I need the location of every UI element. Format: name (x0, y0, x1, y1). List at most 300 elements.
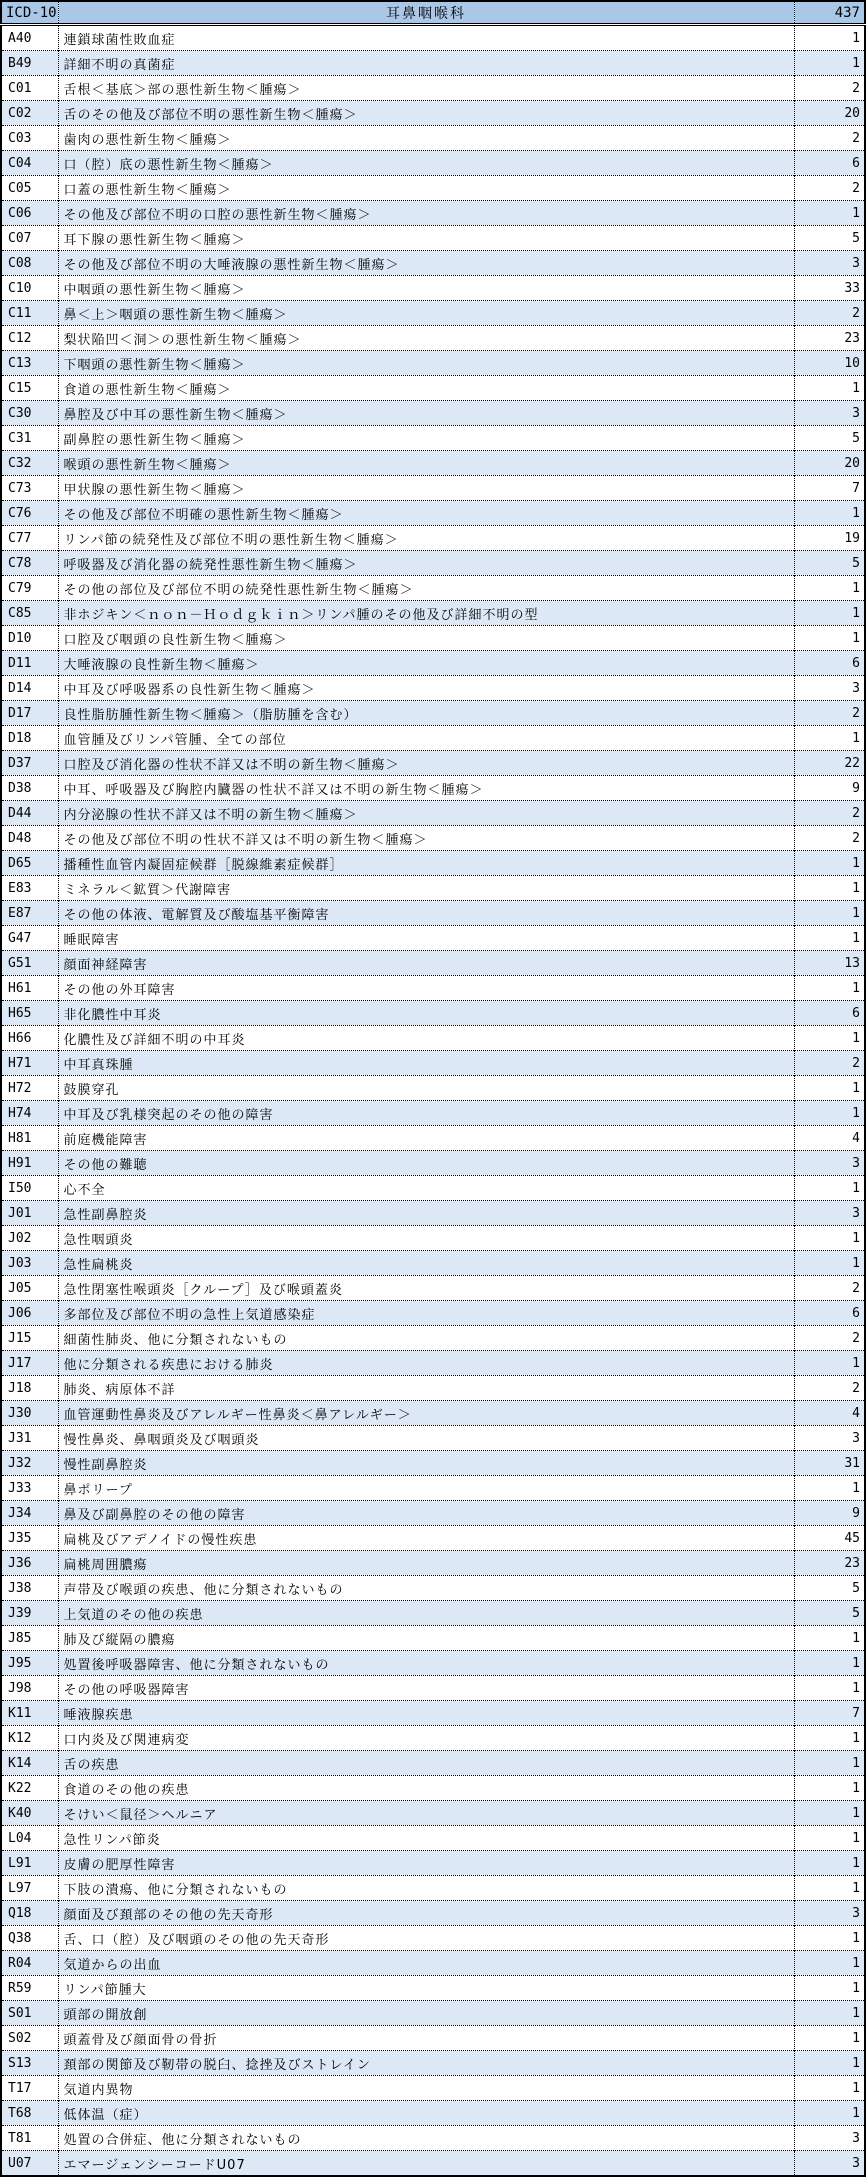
code-cell[interactable]: D14 (1, 676, 58, 701)
count-cell[interactable]: 1 (794, 576, 865, 601)
name-cell[interactable]: 口腔及び咽頭の良性新生物＜腫瘍＞ (58, 626, 794, 651)
code-cell[interactable]: K14 (1, 1751, 58, 1776)
code-cell[interactable]: T17 (1, 2076, 58, 2101)
code-cell[interactable]: J02 (1, 1226, 58, 1251)
code-cell[interactable]: A40 (1, 25, 58, 51)
code-cell[interactable]: Q18 (1, 1901, 58, 1926)
count-cell[interactable]: 6 (794, 151, 865, 176)
code-cell[interactable]: C73 (1, 476, 58, 501)
table-row (1, 1576, 865, 1601)
name-cell[interactable]: 鼻ポリープ (58, 1476, 794, 1501)
count-cell[interactable]: 1 (794, 1926, 865, 1951)
table-row (1, 1926, 865, 1951)
code-cell[interactable]: C04 (1, 151, 58, 176)
name-cell[interactable]: 処置の合併症、他に分類されないもの (58, 2126, 794, 2151)
count-cell[interactable]: 20 (794, 451, 865, 476)
name-cell[interactable]: 鼓膜穿孔 (58, 1076, 794, 1101)
code-cell[interactable]: C03 (1, 126, 58, 151)
table-row (1, 1251, 865, 1276)
name-cell[interactable]: 急性リンパ節炎 (58, 1826, 794, 1851)
name-cell[interactable]: 内分泌腺の性状不詳又は不明の新生物＜腫瘍＞ (58, 801, 794, 826)
name-cell[interactable]: そけい＜鼠径＞ヘルニア (58, 1801, 794, 1826)
count-cell[interactable]: 2 (794, 126, 865, 151)
table-row (1, 776, 865, 801)
name-cell[interactable]: 血管運動性鼻炎及びアレルギー性鼻炎＜鼻アレルギー＞ (58, 1401, 794, 1426)
code-cell[interactable]: J30 (1, 1401, 58, 1426)
count-cell[interactable]: 1 (794, 1476, 865, 1501)
name-cell[interactable]: 上気道のその他の疾患 (58, 1601, 794, 1626)
code-cell[interactable]: C05 (1, 176, 58, 201)
code-cell[interactable]: D17 (1, 701, 58, 726)
name-cell[interactable]: 唾液腺疾患 (58, 1701, 794, 1726)
name-cell[interactable]: 鼻＜上＞咽頭の悪性新生物＜腫瘍＞ (58, 301, 794, 326)
name-cell[interactable]: 食道の悪性新生物＜腫瘍＞ (58, 376, 794, 401)
count-cell[interactable]: 45 (794, 1526, 865, 1551)
code-cell[interactable]: C31 (1, 426, 58, 451)
count-cell[interactable]: 3 (794, 1151, 865, 1176)
code-cell[interactable]: U07 (1, 2151, 58, 2177)
count-cell[interactable]: 23 (794, 326, 865, 351)
count-cell[interactable]: 5 (794, 426, 865, 451)
name-cell[interactable]: 非ホジキン＜ｎｏｎ－Ｈｏｄｇｋｉｎ＞リンパ腫のその他及び詳細不明の型 (58, 601, 794, 626)
table-row (1, 401, 865, 426)
header-code-cell[interactable]: ICD-10 (1, 1, 58, 25)
count-cell[interactable]: 2 (794, 826, 865, 851)
code-cell[interactable]: J17 (1, 1351, 58, 1376)
table-row (1, 1451, 865, 1476)
table-row (1, 526, 865, 551)
name-cell[interactable]: ミネラル＜鉱質＞代謝障害 (58, 876, 794, 901)
code-cell[interactable]: C06 (1, 201, 58, 226)
name-cell[interactable]: 中耳及び乳様突起のその他の障害 (58, 1101, 794, 1126)
name-cell[interactable]: 頭部の開放創 (58, 2001, 794, 2026)
count-cell[interactable]: 1 (794, 1751, 865, 1776)
name-cell[interactable]: 急性咽頭炎 (58, 1226, 794, 1251)
code-cell[interactable]: J15 (1, 1326, 58, 1351)
count-cell[interactable]: 2 (794, 1276, 865, 1301)
count-cell[interactable]: 6 (794, 1301, 865, 1326)
name-cell[interactable]: 中耳、呼吸器及び胸腔内臓器の性状不詳又は不明の新生物＜腫瘍＞ (58, 776, 794, 801)
count-cell[interactable]: 1 (794, 501, 865, 526)
code-cell[interactable]: J05 (1, 1276, 58, 1301)
count-cell[interactable]: 2 (794, 801, 865, 826)
name-cell[interactable]: その他の体液、電解質及び酸塩基平衡障害 (58, 901, 794, 926)
count-cell[interactable]: 1 (794, 376, 865, 401)
code-cell[interactable]: C13 (1, 351, 58, 376)
code-cell[interactable]: C01 (1, 76, 58, 101)
table-row (1, 926, 865, 951)
count-cell[interactable]: 5 (794, 551, 865, 576)
count-cell[interactable]: 2 (794, 1376, 865, 1401)
count-cell[interactable]: 1 (794, 851, 865, 876)
code-cell[interactable]: C30 (1, 401, 58, 426)
code-cell[interactable]: K12 (1, 1726, 58, 1751)
count-cell[interactable]: 3 (794, 2151, 865, 2177)
name-cell[interactable]: 気道内異物 (58, 2076, 794, 2101)
name-cell[interactable]: 心不全 (58, 1176, 794, 1201)
count-cell[interactable]: 4 (794, 1126, 865, 1151)
name-cell[interactable]: 舌のその他及び部位不明の悪性新生物＜腫瘍＞ (58, 101, 794, 126)
name-cell[interactable]: 中耳及び呼吸器系の良性新生物＜腫瘍＞ (58, 676, 794, 701)
name-cell[interactable]: 喉頭の悪性新生物＜腫瘍＞ (58, 451, 794, 476)
count-cell[interactable]: 1 (794, 726, 865, 751)
table-row (1, 1351, 865, 1376)
code-cell[interactable]: H65 (1, 1001, 58, 1026)
name-cell[interactable]: 声帯及び喉頭の疾患、他に分類されないもの (58, 1576, 794, 1601)
code-cell[interactable]: C32 (1, 451, 58, 476)
count-cell[interactable]: 9 (794, 1501, 865, 1526)
code-cell[interactable]: H61 (1, 976, 58, 1001)
count-cell[interactable]: 3 (794, 1426, 865, 1451)
count-cell[interactable]: 1 (794, 1351, 865, 1376)
code-cell[interactable]: J85 (1, 1626, 58, 1651)
name-cell[interactable]: 扁桃周囲膿瘍 (58, 1551, 794, 1576)
code-cell[interactable]: L97 (1, 1876, 58, 1901)
code-cell[interactable]: J98 (1, 1676, 58, 1701)
count-cell[interactable]: 1 (794, 601, 865, 626)
count-cell[interactable]: 10 (794, 351, 865, 376)
count-cell[interactable]: 31 (794, 1451, 865, 1476)
code-cell[interactable]: J38 (1, 1576, 58, 1601)
name-cell[interactable]: 舌、口（腔）及び咽頭のその他の先天奇形 (58, 1926, 794, 1951)
code-cell[interactable]: K40 (1, 1801, 58, 1826)
name-cell[interactable]: 頭蓋骨及び顔面骨の骨折 (58, 2026, 794, 2051)
count-cell[interactable]: 1 (794, 1876, 865, 1901)
name-cell[interactable]: 甲状腺の悪性新生物＜腫瘍＞ (58, 476, 794, 501)
count-cell[interactable]: 1 (794, 1676, 865, 1701)
code-cell[interactable]: H81 (1, 1126, 58, 1151)
code-cell[interactable]: C02 (1, 101, 58, 126)
count-cell[interactable]: 2 (794, 176, 865, 201)
count-cell[interactable]: 2 (794, 701, 865, 726)
code-cell[interactable]: C15 (1, 376, 58, 401)
name-cell[interactable]: その他及び部位不明確の悪性新生物＜腫瘍＞ (58, 501, 794, 526)
count-cell[interactable]: 7 (794, 476, 865, 501)
name-cell[interactable]: 処置後呼吸器障害、他に分類されないもの (58, 1651, 794, 1676)
count-cell[interactable]: 5 (794, 1576, 865, 1601)
name-cell[interactable]: 下咽頭の悪性新生物＜腫瘍＞ (58, 351, 794, 376)
name-cell[interactable]: 頚部の関節及び靭帯の脱臼、捻挫及びストレイン (58, 2051, 794, 2076)
name-cell[interactable]: 細菌性肺炎、他に分類されないもの (58, 1326, 794, 1351)
table-row (1, 1851, 865, 1876)
count-cell[interactable]: 3 (794, 251, 865, 276)
name-cell[interactable]: 呼吸器及び消化器の続発性悪性新生物＜腫瘍＞ (58, 551, 794, 576)
table-row (1, 1826, 865, 1851)
name-cell[interactable]: 歯肉の悪性新生物＜腫瘍＞ (58, 126, 794, 151)
code-cell[interactable]: L04 (1, 1826, 58, 1851)
name-cell[interactable]: 口腔及び消化器の性状不詳又は不明の新生物＜腫瘍＞ (58, 751, 794, 776)
table-row (1, 1876, 865, 1901)
code-cell[interactable]: J36 (1, 1551, 58, 1576)
code-cell[interactable]: D10 (1, 626, 58, 651)
name-cell[interactable]: 多部位及び部位不明の急性上気道感染症 (58, 1301, 794, 1326)
code-cell[interactable]: S13 (1, 2051, 58, 2076)
name-cell[interactable]: 連鎖球菌性敗血症 (58, 25, 794, 51)
name-cell[interactable]: 梨状陥凹＜洞＞の悪性新生物＜腫瘍＞ (58, 326, 794, 351)
name-cell[interactable]: 低体温（症） (58, 2101, 794, 2126)
table-row (1, 601, 865, 626)
table-row (1, 1326, 865, 1351)
code-cell[interactable]: H71 (1, 1051, 58, 1076)
code-cell[interactable]: L91 (1, 1851, 58, 1876)
count-cell[interactable]: 5 (794, 1601, 865, 1626)
name-cell[interactable]: 食道のその他の疾患 (58, 1776, 794, 1801)
code-cell[interactable]: G47 (1, 926, 58, 951)
count-cell[interactable]: 1 (794, 626, 865, 651)
name-cell[interactable]: 下肢の潰瘍、他に分類されないもの (58, 1876, 794, 1901)
table-row (1, 1976, 865, 2001)
name-cell[interactable]: 中耳真珠腫 (58, 1051, 794, 1076)
table-row (1, 1651, 865, 1676)
code-cell[interactable]: D65 (1, 851, 58, 876)
count-cell[interactable]: 22 (794, 751, 865, 776)
count-cell[interactable]: 1 (794, 1726, 865, 1751)
table-row (1, 1676, 865, 1701)
code-cell[interactable]: C79 (1, 576, 58, 601)
count-cell[interactable]: 1 (794, 2051, 865, 2076)
table-header-row (1, 1, 865, 25)
count-cell[interactable]: 6 (794, 1001, 865, 1026)
count-cell[interactable]: 1 (794, 1251, 865, 1276)
name-cell[interactable]: 急性閉塞性喉頭炎［クループ］及び喉頭蓋炎 (58, 1276, 794, 1301)
name-cell[interactable]: 血管腫及びリンパ管腫、全ての部位 (58, 726, 794, 751)
count-cell[interactable]: 1 (794, 976, 865, 1001)
count-cell[interactable]: 9 (794, 776, 865, 801)
code-cell[interactable]: J31 (1, 1426, 58, 1451)
name-cell[interactable]: 気道からの出血 (58, 1951, 794, 1976)
code-cell[interactable]: C78 (1, 551, 58, 576)
code-cell[interactable]: T68 (1, 2101, 58, 2126)
code-cell[interactable]: H91 (1, 1151, 58, 1176)
name-cell[interactable]: 舌根＜基底＞部の悪性新生物＜腫瘍＞ (58, 76, 794, 101)
count-cell[interactable]: 1 (794, 2101, 865, 2126)
name-cell[interactable]: 口内炎及び関連病変 (58, 1726, 794, 1751)
name-cell[interactable]: 口（腔）底の悪性新生物＜腫瘍＞ (58, 151, 794, 176)
code-cell[interactable]: B49 (1, 51, 58, 76)
name-cell[interactable]: 副鼻腔の悪性新生物＜腫瘍＞ (58, 426, 794, 451)
count-cell[interactable]: 1 (794, 1176, 865, 1201)
name-cell[interactable]: 慢性副鼻腔炎 (58, 1451, 794, 1476)
count-cell[interactable]: 7 (794, 1701, 865, 1726)
name-cell[interactable]: 他に分類される疾患における肺炎 (58, 1351, 794, 1376)
table-row (1, 1501, 865, 1526)
code-cell[interactable]: D18 (1, 726, 58, 751)
name-cell[interactable]: 非化膿性中耳炎 (58, 1001, 794, 1026)
count-cell[interactable]: 3 (794, 676, 865, 701)
count-cell[interactable]: 1 (794, 201, 865, 226)
count-cell[interactable]: 33 (794, 276, 865, 301)
name-cell[interactable]: 鼻腔及び中耳の悪性新生物＜腫瘍＞ (58, 401, 794, 426)
table-row (1, 2101, 865, 2126)
count-cell[interactable]: 3 (794, 2126, 865, 2151)
count-cell[interactable]: 23 (794, 1551, 865, 1576)
count-cell[interactable]: 19 (794, 526, 865, 551)
code-cell[interactable]: I50 (1, 1176, 58, 1201)
count-cell[interactable]: 1 (794, 51, 865, 76)
count-cell[interactable]: 3 (794, 1201, 865, 1226)
name-cell[interactable]: その他の部位及び部位不明の続発性悪性新生物＜腫瘍＞ (58, 576, 794, 601)
code-cell[interactable]: H72 (1, 1076, 58, 1101)
code-cell[interactable]: J18 (1, 1376, 58, 1401)
table-row (1, 1101, 865, 1126)
count-cell[interactable]: 1 (794, 1651, 865, 1676)
code-cell[interactable]: K11 (1, 1701, 58, 1726)
code-cell[interactable]: C85 (1, 601, 58, 626)
table-row (1, 426, 865, 451)
name-cell[interactable]: 皮膚の肥厚性障害 (58, 1851, 794, 1876)
count-cell[interactable]: 2 (794, 1051, 865, 1076)
code-cell[interactable]: H74 (1, 1101, 58, 1126)
table-row (1, 1151, 865, 1176)
count-cell[interactable]: 1 (794, 926, 865, 951)
name-cell[interactable]: 顔面及び頚部のその他の先天奇形 (58, 1901, 794, 1926)
count-cell[interactable]: 1 (794, 1626, 865, 1651)
count-cell[interactable]: 1 (794, 2001, 865, 2026)
name-cell[interactable]: 中咽頭の悪性新生物＜腫瘍＞ (58, 276, 794, 301)
name-cell[interactable]: 前庭機能障害 (58, 1126, 794, 1151)
header-department-cell[interactable]: 耳鼻咽喉科 (58, 1, 794, 25)
table-row (1, 1901, 865, 1926)
code-cell[interactable]: E87 (1, 901, 58, 926)
table-row (1, 101, 865, 126)
code-cell[interactable]: J33 (1, 1476, 58, 1501)
count-cell[interactable]: 13 (794, 951, 865, 976)
name-cell[interactable]: エマージェンシーコードU07 (58, 2151, 794, 2177)
code-cell[interactable]: J06 (1, 1301, 58, 1326)
table-row (1, 1526, 865, 1551)
count-cell[interactable]: 1 (794, 25, 865, 51)
name-cell[interactable]: 口蓋の悪性新生物＜腫瘍＞ (58, 176, 794, 201)
name-cell[interactable]: その他及び部位不明の性状不詳又は不明の新生物＜腫瘍＞ (58, 826, 794, 851)
name-cell[interactable]: 良性脂肪腫性新生物＜腫瘍＞（脂肪腫を含む） (58, 701, 794, 726)
code-cell[interactable]: J01 (1, 1201, 58, 1226)
name-cell[interactable]: その他及び部位不明の口腔の悪性新生物＜腫瘍＞ (58, 201, 794, 226)
count-cell[interactable]: 2 (794, 76, 865, 101)
name-cell[interactable]: リンパ節腫大 (58, 1976, 794, 2001)
code-cell[interactable]: R04 (1, 1951, 58, 1976)
count-cell[interactable]: 1 (794, 1976, 865, 2001)
name-cell[interactable]: 急性扁桃炎 (58, 1251, 794, 1276)
name-cell[interactable]: リンパ節の続発性及び部位不明の悪性新生物＜腫瘍＞ (58, 526, 794, 551)
table-row (1, 1726, 865, 1751)
code-cell[interactable]: J03 (1, 1251, 58, 1276)
table-row (1, 2151, 865, 2177)
code-cell[interactable]: K22 (1, 1776, 58, 1801)
name-cell[interactable]: 耳下腺の悪性新生物＜腫瘍＞ (58, 226, 794, 251)
count-cell[interactable]: 3 (794, 1901, 865, 1926)
name-cell[interactable]: その他及び部位不明の大唾液腺の悪性新生物＜腫瘍＞ (58, 251, 794, 276)
code-cell[interactable]: D11 (1, 651, 58, 676)
code-cell[interactable]: J35 (1, 1526, 58, 1551)
code-cell[interactable]: D44 (1, 801, 58, 826)
name-cell[interactable]: 詳細不明の真菌症 (58, 51, 794, 76)
name-cell[interactable]: 扁桃及びアデノイドの慢性疾患 (58, 1526, 794, 1551)
name-cell[interactable]: 急性副鼻腔炎 (58, 1201, 794, 1226)
count-cell[interactable]: 1 (794, 2076, 865, 2101)
table-row (1, 1801, 865, 1826)
name-cell[interactable]: 化膿性及び詳細不明の中耳炎 (58, 1026, 794, 1051)
count-cell[interactable]: 2 (794, 301, 865, 326)
name-cell[interactable]: 睡眠障害 (58, 926, 794, 951)
count-cell[interactable]: 1 (794, 1101, 865, 1126)
table-row (1, 51, 865, 76)
code-cell[interactable]: S02 (1, 2026, 58, 2051)
count-cell[interactable]: 1 (794, 1226, 865, 1251)
code-cell[interactable]: C77 (1, 526, 58, 551)
count-cell[interactable]: 5 (794, 226, 865, 251)
code-cell[interactable]: E83 (1, 876, 58, 901)
name-cell[interactable]: 鼻及び副鼻腔のその他の障害 (58, 1501, 794, 1526)
count-cell[interactable]: 4 (794, 1401, 865, 1426)
code-cell[interactable]: C10 (1, 276, 58, 301)
table-row (1, 626, 865, 651)
code-cell[interactable]: T81 (1, 2126, 58, 2151)
count-cell[interactable]: 1 (794, 1951, 865, 1976)
code-cell[interactable]: Q38 (1, 1926, 58, 1951)
header-total-cell[interactable]: 437 (794, 1, 865, 25)
count-cell[interactable]: 6 (794, 651, 865, 676)
count-cell[interactable]: 3 (794, 401, 865, 426)
code-cell[interactable]: J95 (1, 1651, 58, 1676)
count-cell[interactable]: 1 (794, 901, 865, 926)
table-row (1, 176, 865, 201)
name-cell[interactable]: 顔面神経障害 (58, 951, 794, 976)
count-cell[interactable]: 1 (794, 1776, 865, 1801)
table-row (1, 276, 865, 301)
table-row (1, 676, 865, 701)
table-row (1, 501, 865, 526)
code-cell[interactable]: C11 (1, 301, 58, 326)
count-cell[interactable]: 1 (794, 876, 865, 901)
code-cell[interactable]: J39 (1, 1601, 58, 1626)
name-cell[interactable]: 肺及び縦隔の膿瘍 (58, 1626, 794, 1651)
code-cell[interactable]: J34 (1, 1501, 58, 1526)
count-cell[interactable]: 1 (794, 1026, 865, 1051)
name-cell[interactable]: 舌の疾患 (58, 1751, 794, 1776)
count-cell[interactable]: 1 (794, 1076, 865, 1101)
name-cell[interactable]: 慢性鼻炎、鼻咽頭炎及び咽頭炎 (58, 1426, 794, 1451)
code-cell[interactable]: J32 (1, 1451, 58, 1476)
name-cell[interactable]: 肺炎、病原体不詳 (58, 1376, 794, 1401)
name-cell[interactable]: その他の呼吸器障害 (58, 1676, 794, 1701)
count-cell[interactable]: 1 (794, 2026, 865, 2051)
code-cell[interactable]: C07 (1, 226, 58, 251)
count-cell[interactable]: 1 (794, 1851, 865, 1876)
code-cell[interactable]: C12 (1, 326, 58, 351)
name-cell[interactable]: その他の難聴 (58, 1151, 794, 1176)
count-cell[interactable]: 1 (794, 1801, 865, 1826)
code-cell[interactable]: C76 (1, 501, 58, 526)
table-row (1, 1301, 865, 1326)
code-cell[interactable]: H66 (1, 1026, 58, 1051)
code-cell[interactable]: S01 (1, 2001, 58, 2026)
code-cell[interactable]: D37 (1, 751, 58, 776)
table-row (1, 1701, 865, 1726)
table-row (1, 376, 865, 401)
name-cell[interactable]: その他の外耳障害 (58, 976, 794, 1001)
code-cell[interactable]: D48 (1, 826, 58, 851)
count-cell[interactable]: 1 (794, 1826, 865, 1851)
count-cell[interactable]: 20 (794, 101, 865, 126)
code-cell[interactable]: G51 (1, 951, 58, 976)
code-cell[interactable]: D38 (1, 776, 58, 801)
table-body (1, 25, 865, 2177)
name-cell[interactable]: 播種性血管内凝固症候群［脱線維素症候群］ (58, 851, 794, 876)
name-cell[interactable]: 大唾液腺の良性新生物＜腫瘍＞ (58, 651, 794, 676)
count-cell[interactable]: 2 (794, 1326, 865, 1351)
code-cell[interactable]: R59 (1, 1976, 58, 2001)
code-cell[interactable]: C08 (1, 251, 58, 276)
